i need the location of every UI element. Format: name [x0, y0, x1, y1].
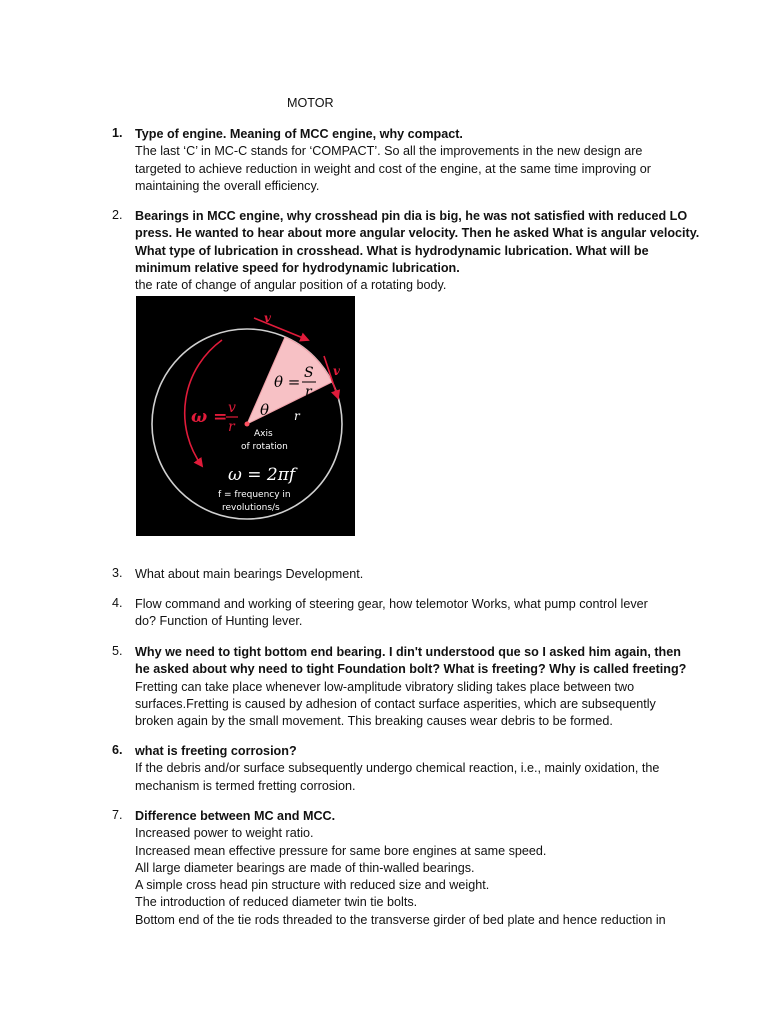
question-line: what is freeting corrosion?: [135, 744, 297, 758]
omega-arc-arrow: [185, 340, 222, 466]
answer-line: surfaces.Fretting is caused by adhesion of contact surface asperities, which are subsequently: [135, 696, 656, 711]
document-title: MOTOR: [287, 96, 334, 110]
item-number: 1.: [112, 126, 123, 140]
axis-label: of rotation: [241, 442, 288, 452]
question-line: do? Function of Hunting lever.: [135, 614, 303, 629]
omega-v-label: v: [228, 400, 236, 416]
arc-length-label: S: [304, 365, 314, 381]
answer-line: A simple cross head pin structure with reduced size and weight.: [135, 878, 490, 893]
item-number: 7.: [112, 808, 123, 822]
radius-label: r: [305, 384, 312, 400]
item-number: 2.: [112, 208, 123, 222]
answer-line: mechanism is termed fretting corrosion.: [135, 778, 356, 793]
answer-line: broken again by the small movement. This breaking causes wear debris to be formed.: [135, 714, 613, 729]
item-number: 6.: [112, 743, 123, 757]
answer-line: the rate of change of angular position of a rotating body.: [135, 278, 447, 293]
question-line: he asked about why need to tight Foundation bolt? What is freeting? Why is called freeting?: [135, 662, 687, 677]
question-line: Why we need to tight bottom end bearing. I din't understood que so I asked him again, then: [135, 645, 681, 659]
answer-line: If the debris and/or surface subsequently undergo chemical reaction, i.e., mainly oxidation, the: [135, 761, 660, 776]
velocity-label: v: [264, 311, 271, 325]
question-line: Type of engine. Meaning of MCC engine, why compact.: [135, 127, 463, 141]
answer-line: All large diameter bearings are made of thin-walled bearings.: [135, 860, 475, 875]
velocity-label: v: [333, 364, 340, 378]
question-line: press. He wanted to hear about more angular velocity. Then he asked What is angular velocity.: [135, 226, 700, 241]
answer-line: The last ‘C’ in MC-C stands for ‘COMPACT’. So all the improvements in the new design are: [135, 144, 643, 159]
item-number: 5.: [112, 644, 123, 658]
question-line: Flow command and working of steering gear, how telemotor Works, what pump control lever: [135, 597, 648, 611]
question-line: Bearings in MCC engine, why crosshead pin dia is big, he was not satisfied with reduced LO: [135, 209, 688, 223]
answer-line: Increased power to weight ratio.: [135, 826, 314, 841]
frequency-caption: revolutions/s: [222, 503, 280, 513]
angle-label: θ: [260, 401, 270, 419]
diagram-svg: [136, 296, 355, 536]
answer-line: targeted to achieve reduction in weight and cost of the engine, at the same time improving or: [135, 161, 651, 176]
question-line: minimum relative speed for hydrodynamic lubrication.: [135, 260, 460, 275]
question-line: What about main bearings Development.: [135, 567, 364, 581]
question-line: Difference between MC and MCC.: [135, 809, 336, 823]
answer-line: The introduction of reduced diameter twin tie bolts.: [135, 895, 418, 910]
answer-line: Increased mean effective pressure for same bore engines at same speed.: [135, 843, 547, 858]
omega-formula: ω =: [191, 407, 228, 427]
axis-label: Axis: [254, 429, 273, 439]
radius-label: r: [294, 409, 300, 423]
angular-velocity-diagram: [136, 296, 355, 536]
axis-point: [245, 422, 250, 427]
item-number: 3.: [112, 566, 123, 580]
omega-r-label: r: [228, 419, 235, 435]
item-number: 4.: [112, 596, 123, 610]
theta-formula: θ =: [274, 373, 301, 391]
omega-frequency-formula: ω = 2πf: [228, 465, 296, 485]
answer-line: Bottom end of the tie rods threaded to the transverse girder of bed plate and hence reduction in: [135, 912, 666, 927]
answer-line: maintaining the overall efficiency.: [135, 178, 320, 193]
answer-line: Fretting can take place whenever low-amplitude vibratory sliding takes place between two: [135, 679, 635, 694]
tangent-velocity-arrow: [254, 318, 308, 340]
question-line: What type of lubrication in crosshead. What is hydrodynamic lubrication. What will be: [135, 243, 649, 258]
frequency-caption: f = frequency in: [218, 490, 291, 500]
